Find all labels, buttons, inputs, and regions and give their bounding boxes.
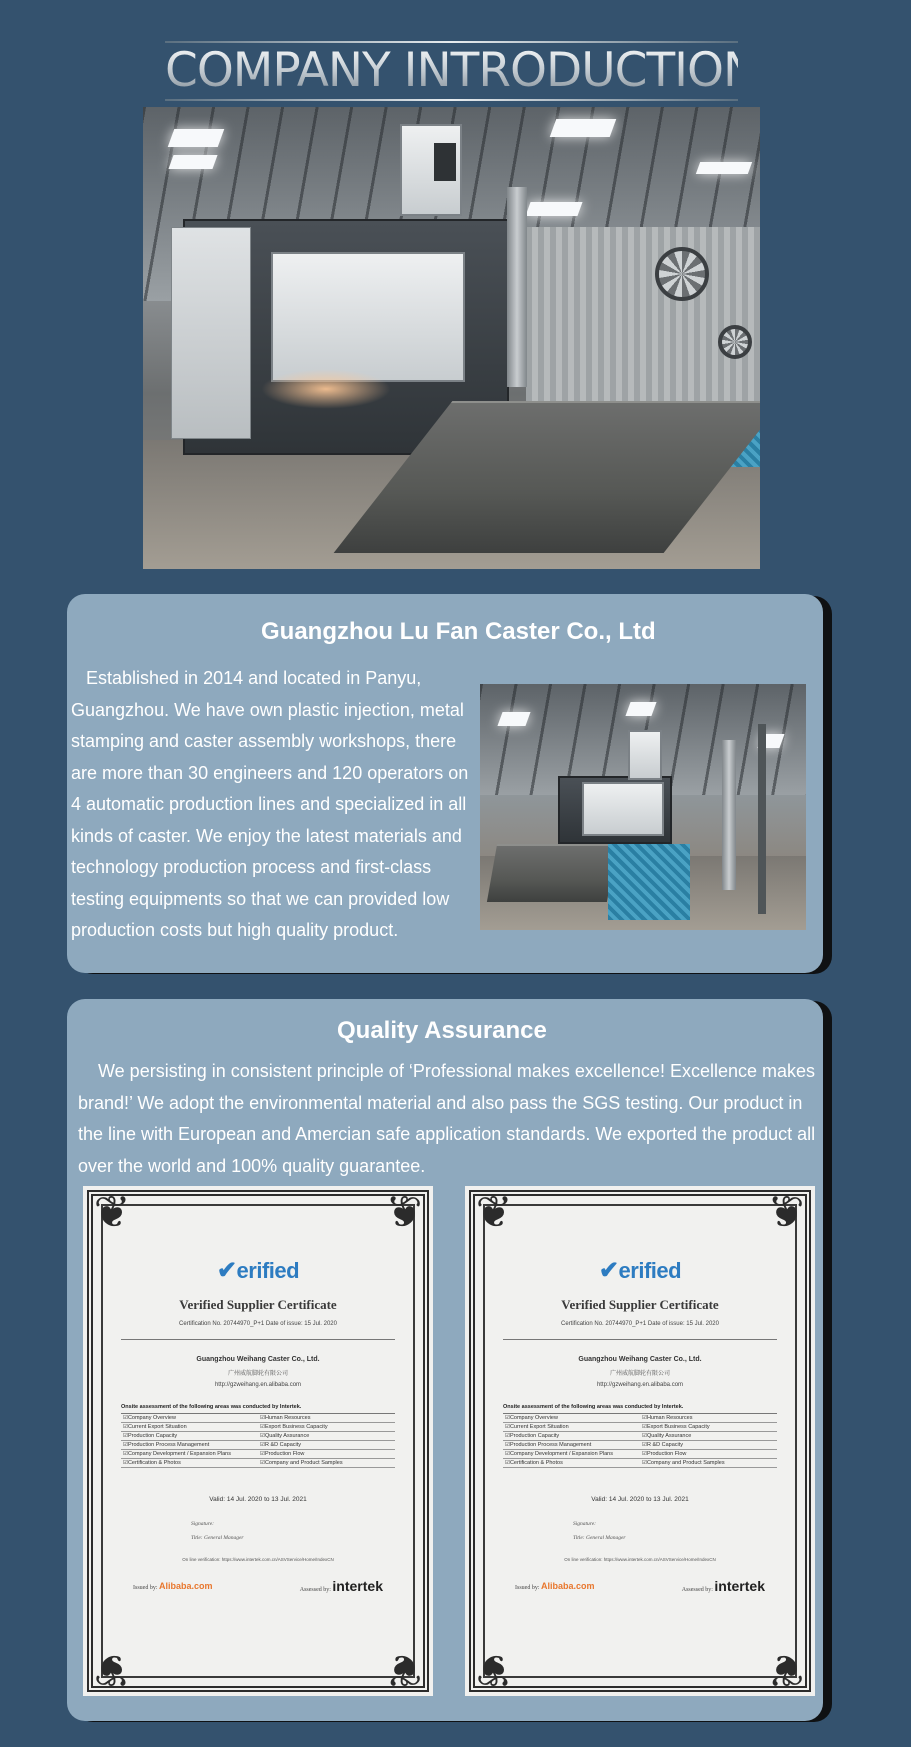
photo-machine-cabinet xyxy=(271,252,465,382)
assessment-item: ☑ Human Resources xyxy=(640,1414,777,1423)
certificate-verification: On line verification: https://www.intertek.com.cn/ASVService/Home/IndexCN xyxy=(564,1557,716,1562)
certificate-footer xyxy=(503,1578,777,1594)
alibaba-logo: Alibaba.com xyxy=(159,1581,213,1591)
ornament-icon: ❦ xyxy=(93,1644,131,1695)
certificate-validity: Valid: 14 Jul. 2020 to 13 Jul. 2021 xyxy=(591,1496,689,1503)
assessment-item: ☑ Company Development / Expansion Plans xyxy=(121,1450,258,1459)
assessment-item: ☑ Company and Product Samples xyxy=(640,1459,777,1468)
certificate-content xyxy=(121,1256,395,1594)
certificate-footer xyxy=(121,1578,395,1594)
assessment-item: ☑ R &D Capacity xyxy=(640,1441,777,1450)
certificate-divider xyxy=(503,1339,777,1340)
certificate-title: Verified Supplier Certificate xyxy=(179,1297,337,1312)
certificate-signature xyxy=(503,1517,777,1545)
assessment-item: ☑ Production Process Management xyxy=(503,1441,640,1450)
assessment-item: ☑ Human Resources xyxy=(258,1414,395,1423)
certificate-verification: On line verification: https://www.intertek.com.cn/ASVService/Home/IndexCN xyxy=(182,1557,334,1562)
about-card xyxy=(67,594,823,973)
quality-card xyxy=(67,999,823,1721)
photo-glow xyxy=(261,369,391,409)
fan-icon xyxy=(655,247,709,301)
assessment-item: ☑ Export Business Capacity xyxy=(258,1423,395,1432)
verified-check-icon: ✔ xyxy=(598,1257,619,1284)
certificate-signature xyxy=(121,1517,395,1545)
assessment-item: ☑ Quality Assurance xyxy=(640,1432,777,1441)
photo-machine-door xyxy=(171,227,251,439)
photo-skylight xyxy=(625,702,656,716)
assessment-item: ☑ Production Process Management xyxy=(121,1441,258,1450)
verified-logo-text: erified xyxy=(236,1258,300,1283)
assessment-item: ☑ Current Export Situation xyxy=(503,1423,640,1432)
assessment-item: ☑ Quality Assurance xyxy=(258,1432,395,1441)
quality-title: Quality Assurance xyxy=(337,1017,547,1044)
verified-check-icon: ✔ xyxy=(216,1257,237,1284)
intertek-logo: intertek xyxy=(714,1578,765,1594)
photo-pipe xyxy=(507,187,527,387)
photo-control-screen xyxy=(434,143,456,181)
assessment-item: ☑ Certification & Photos xyxy=(503,1459,640,1468)
intertek-logo: intertek xyxy=(332,1578,383,1594)
factory-photo-main xyxy=(143,107,760,569)
certificate-url: http://gzweihang.en.alibaba.com xyxy=(596,1382,684,1388)
certificate-url: http://gzweihang.en.alibaba.com xyxy=(214,1382,302,1388)
ornament-icon: ❦ xyxy=(767,1644,805,1695)
ornament-icon: ❦ xyxy=(385,1187,423,1238)
certificate-divider xyxy=(121,1339,395,1340)
certificate-number: Certification No. 20744970_P+1 Date of issue: 15 Jul. 2020 xyxy=(179,1321,337,1327)
photo-column xyxy=(758,724,766,914)
about-title: Guangzhou Lu Fan Caster Co., Ltd xyxy=(261,618,656,645)
certificate-validity: Valid: 14 Jul. 2020 to 13 Jul. 2021 xyxy=(209,1496,307,1503)
title-value: General Manager xyxy=(204,1535,244,1541)
assessment-item: ☑ Company Overview xyxy=(503,1414,640,1423)
assessed-by-label: Assessed by: xyxy=(299,1587,331,1593)
issued-by-label: Issued by: xyxy=(133,1585,158,1591)
certificate-assessment-list xyxy=(503,1413,777,1468)
photo-control-box xyxy=(628,730,662,780)
assessment-item: ☑ Production Flow xyxy=(258,1450,395,1459)
heading-rule-bottom xyxy=(165,99,738,101)
ornament-icon: ❦ xyxy=(385,1644,423,1695)
photo-machine-cabinet xyxy=(582,782,664,836)
factory-photo-secondary xyxy=(480,684,806,930)
certificate-assessment-heading: Onsite assessment of the following areas was conducted by Intertek. xyxy=(503,1404,684,1410)
issued-by-label: Issued by: xyxy=(515,1585,540,1591)
certificate-company-cn: 广州威航脚轮有限公司 xyxy=(227,1370,288,1377)
alibaba-logo: Alibaba.com xyxy=(541,1581,595,1591)
photo-skylight xyxy=(168,129,225,147)
assessment-item: ☑ Production Capacity xyxy=(503,1432,640,1441)
quality-body: We persisting in consistent principle of ‘Professional makes excellence! Excellence makes brand!’ We adopt the environmental material and also pass the SGS testing. Our product in the line with European and Amercian safe application standards. We exported the product all over the world and 100% quality guarantee. xyxy=(78,1061,816,1176)
ornament-icon: ❦ xyxy=(475,1187,513,1238)
certificate xyxy=(83,1186,433,1696)
certificate-company-cn: 广州威航脚轮有限公司 xyxy=(609,1370,670,1377)
page-heading xyxy=(165,41,758,101)
assessment-item: ☑ Production Flow xyxy=(640,1450,777,1459)
photo-blue-bin xyxy=(608,844,690,920)
assessment-item: ☑ Export Business Capacity xyxy=(640,1423,777,1432)
assessment-item: ☑ Current Export Situation xyxy=(121,1423,258,1432)
photo-skylight xyxy=(696,162,752,174)
assessment-item: ☑ Company Overview xyxy=(121,1414,258,1423)
title-label: Title: xyxy=(573,1535,585,1541)
certificate-assessment-heading: Onsite assessment of the following areas was conducted by Intertek. xyxy=(121,1404,302,1410)
photo-skylight xyxy=(550,119,617,137)
signature-label: Signature: xyxy=(573,1521,597,1527)
verified-logo xyxy=(503,1256,777,1285)
certificate-company: Guangzhou Weihang Caster Co., Ltd. xyxy=(578,1356,702,1363)
ornament-icon: ❦ xyxy=(475,1644,513,1695)
fan-icon xyxy=(718,325,752,359)
assessment-item: ☑ Company and Product Samples xyxy=(258,1459,395,1468)
page-title: COMPANY INTRODUCTION xyxy=(165,43,758,98)
assessed-by-label: Assessed by: xyxy=(681,1587,713,1593)
title-value: General Manager xyxy=(586,1535,626,1541)
title-label: Title: xyxy=(191,1535,203,1541)
about-body: Established in 2014 and located in Panyu, Guangzhou. We have own plastic injection, metal stamping and caster assembly workshops, there are more than 30 engineers and 120 operators on 4 automatic production lines and specialized in all kinds of caster. We enjoy the latest materials and technology production process and first-class testing equipments so that we can provided low production costs but high quality product. xyxy=(71,668,469,940)
certificate xyxy=(465,1186,815,1696)
certificate-content xyxy=(503,1256,777,1594)
photo-skylight xyxy=(497,712,530,726)
certificate-assessment-list xyxy=(121,1413,395,1468)
ornament-icon: ❦ xyxy=(767,1187,805,1238)
photo-pipe xyxy=(722,740,736,890)
certificate-number: Certification No. 20744970_P+1 Date of issue: 15 Jul. 2020 xyxy=(561,1321,719,1327)
photo-cutting-bed xyxy=(487,844,617,902)
assessment-item: ☑ Certification & Photos xyxy=(121,1459,258,1468)
verified-logo xyxy=(121,1256,395,1285)
signature-label: Signature: xyxy=(191,1521,215,1527)
ornament-icon: ❦ xyxy=(93,1187,131,1238)
assessment-item: ☑ Company Development / Expansion Plans xyxy=(503,1450,640,1459)
certificate-company: Guangzhou Weihang Caster Co., Ltd. xyxy=(196,1356,320,1363)
certificate-title: Verified Supplier Certificate xyxy=(561,1297,719,1312)
photo-skylight xyxy=(525,202,582,216)
assessment-item: ☑ R &D Capacity xyxy=(258,1441,395,1450)
photo-skylight xyxy=(168,155,217,169)
assessment-item: ☑ Production Capacity xyxy=(121,1432,258,1441)
verified-logo-text: erified xyxy=(618,1258,682,1283)
